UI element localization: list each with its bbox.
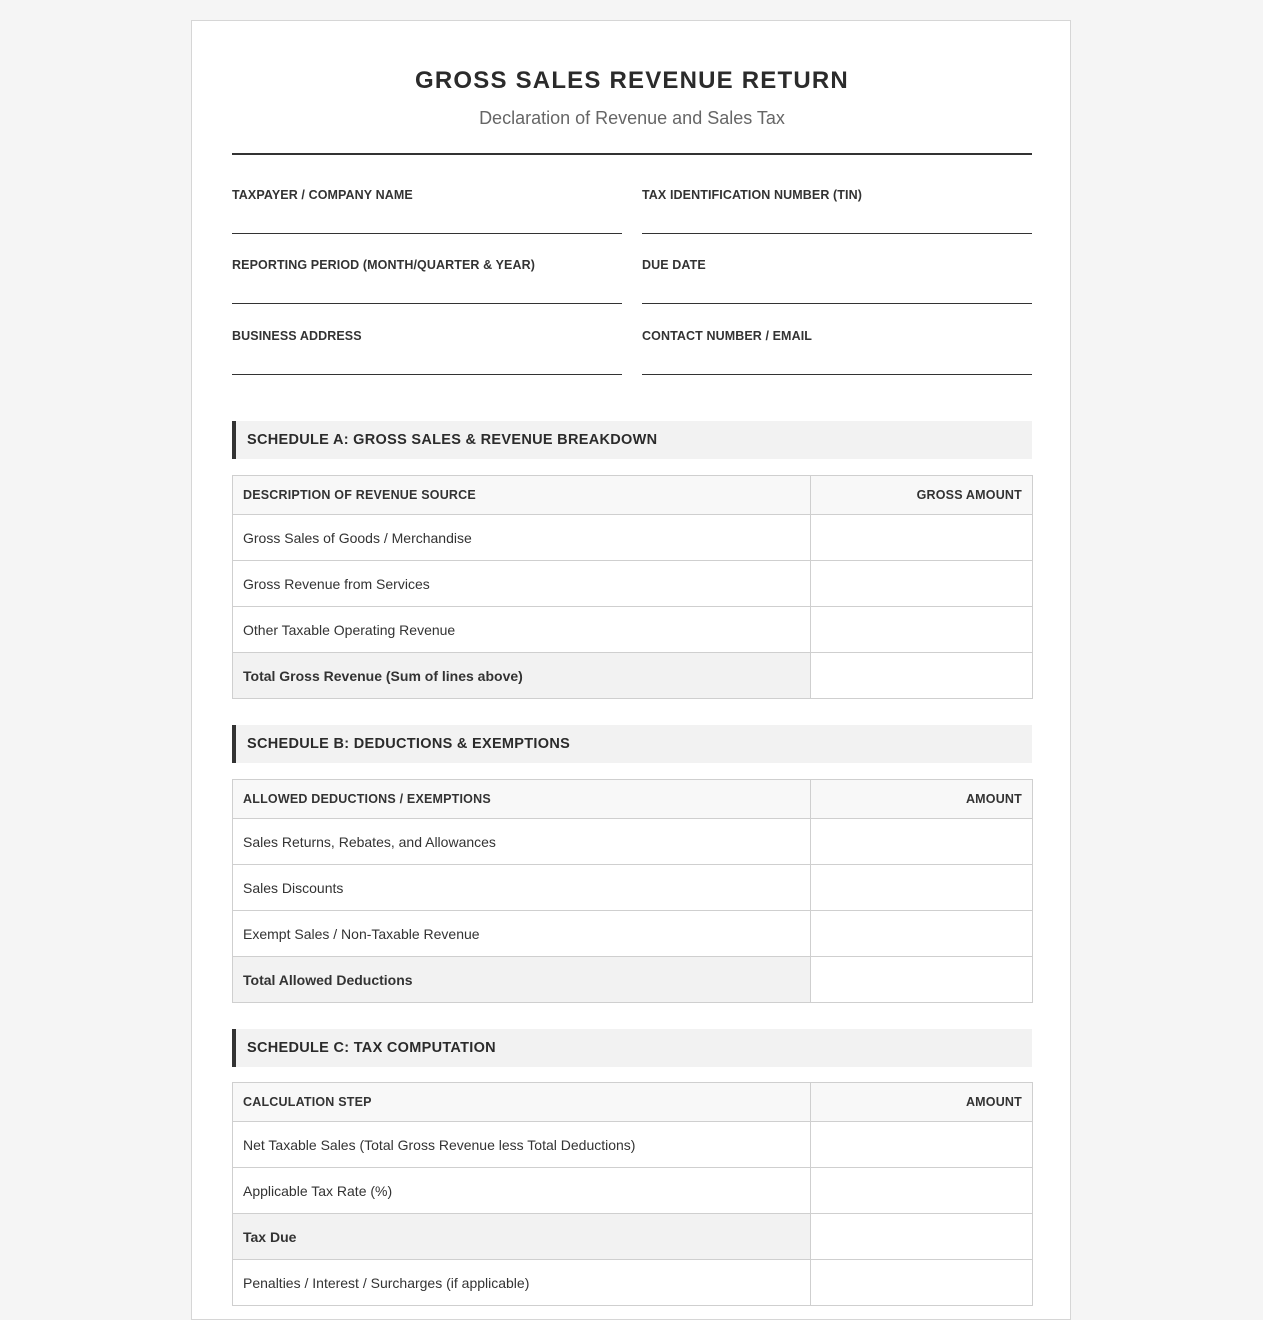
form-subtitle: Declaration of Revenue and Sales Tax [479,108,785,128]
table-header-row [233,476,1033,515]
row-label: Other Taxable Operating Revenue [233,607,811,653]
table-row [233,865,1033,911]
contact-field[interactable] [642,329,1032,343]
amount-cell[interactable] [811,819,1033,865]
row-label: Sales Discounts [233,865,811,911]
amount-cell[interactable] [811,911,1033,957]
taxpayer-name-field[interactable] [232,188,622,202]
table-row [233,819,1033,865]
row-label: Applicable Tax Rate (%) [233,1168,811,1214]
table-total-row [233,653,1033,699]
amount-cell[interactable] [811,515,1033,561]
total-label: Total Gross Revenue (Sum of lines above) [233,653,811,699]
taxpayer-name-input-line[interactable] [232,233,622,234]
table-row [233,1168,1033,1214]
schedule-c-table [232,1082,1033,1306]
table-header-row [233,1083,1033,1122]
tin-label: TAX IDENTIFICATION NUMBER (TIN) [642,188,862,202]
row-label: Gross Sales of Goods / Merchandise [233,515,811,561]
amount-cell[interactable] [811,607,1033,653]
schedule-b-col-description: ALLOWED DEDUCTIONS / EXEMPTIONS [233,780,811,819]
title-divider [232,153,1032,155]
row-label: Tax Due [233,1214,811,1260]
table-header-row [233,780,1033,819]
schedule-c-heading: SCHEDULE C: TAX COMPUTATION [232,1029,1032,1067]
amount-cell[interactable] [811,1214,1033,1260]
tax-due-row [233,1214,1033,1260]
table-row [233,1260,1033,1306]
row-label: Penalties / Interest / Surcharges (if applicable) [233,1260,811,1306]
amount-cell[interactable] [811,865,1033,911]
total-label: Total Allowed Deductions [233,957,811,1003]
contact-label: CONTACT NUMBER / EMAIL [642,329,813,343]
amount-cell[interactable] [811,1260,1033,1306]
table-row [233,561,1033,607]
schedule-a-col-amount: GROSS AMOUNT [811,476,1033,515]
business-address-input-line[interactable] [232,374,622,375]
due-date-input-line[interactable] [642,303,1032,304]
amount-cell[interactable] [811,561,1033,607]
due-date-label: DUE DATE [642,258,706,272]
row-label: Net Taxable Sales (Total Gross Revenue less Total Deductions) [233,1122,811,1168]
row-label: Sales Returns, Rebates, and Allowances [233,819,811,865]
row-label: Exempt Sales / Non-Taxable Revenue [233,911,811,957]
table-total-row [233,957,1033,1003]
reporting-period-label: REPORTING PERIOD (MONTH/QUARTER & YEAR) [232,258,535,272]
tin-input-line[interactable] [642,233,1032,234]
schedule-a-col-description: DESCRIPTION OF REVENUE SOURCE [233,476,811,515]
total-amount-cell[interactable] [811,653,1033,699]
reporting-period-field[interactable] [232,258,622,272]
tin-field[interactable] [642,188,1032,202]
form-page [191,20,1071,1320]
table-row [233,607,1033,653]
contact-input-line[interactable] [642,374,1032,375]
row-label: Gross Revenue from Services [233,561,811,607]
table-row [233,911,1033,957]
schedule-a-heading: SCHEDULE A: GROSS SALES & REVENUE BREAKDOWN [232,421,1032,459]
form-title: GROSS SALES REVENUE RETURN [415,67,849,94]
reporting-period-input-line[interactable] [232,303,622,304]
taxpayer-name-label: TAXPAYER / COMPANY NAME [232,188,413,202]
table-row [233,515,1033,561]
business-address-label: BUSINESS ADDRESS [232,329,362,343]
schedule-b-heading: SCHEDULE B: DEDUCTIONS & EXEMPTIONS [232,725,1032,763]
business-address-field[interactable] [232,329,622,343]
due-date-field[interactable] [642,258,1032,272]
table-row [233,1122,1033,1168]
schedule-c-col-amount: AMOUNT [811,1083,1033,1122]
total-amount-cell[interactable] [811,957,1033,1003]
amount-cell[interactable] [811,1122,1033,1168]
schedule-b-col-amount: AMOUNT [811,780,1033,819]
schedule-c-col-description: CALCULATION STEP [233,1083,811,1122]
amount-cell[interactable] [811,1168,1033,1214]
schedule-b-table [232,779,1033,1003]
schedule-a-table [232,475,1033,699]
